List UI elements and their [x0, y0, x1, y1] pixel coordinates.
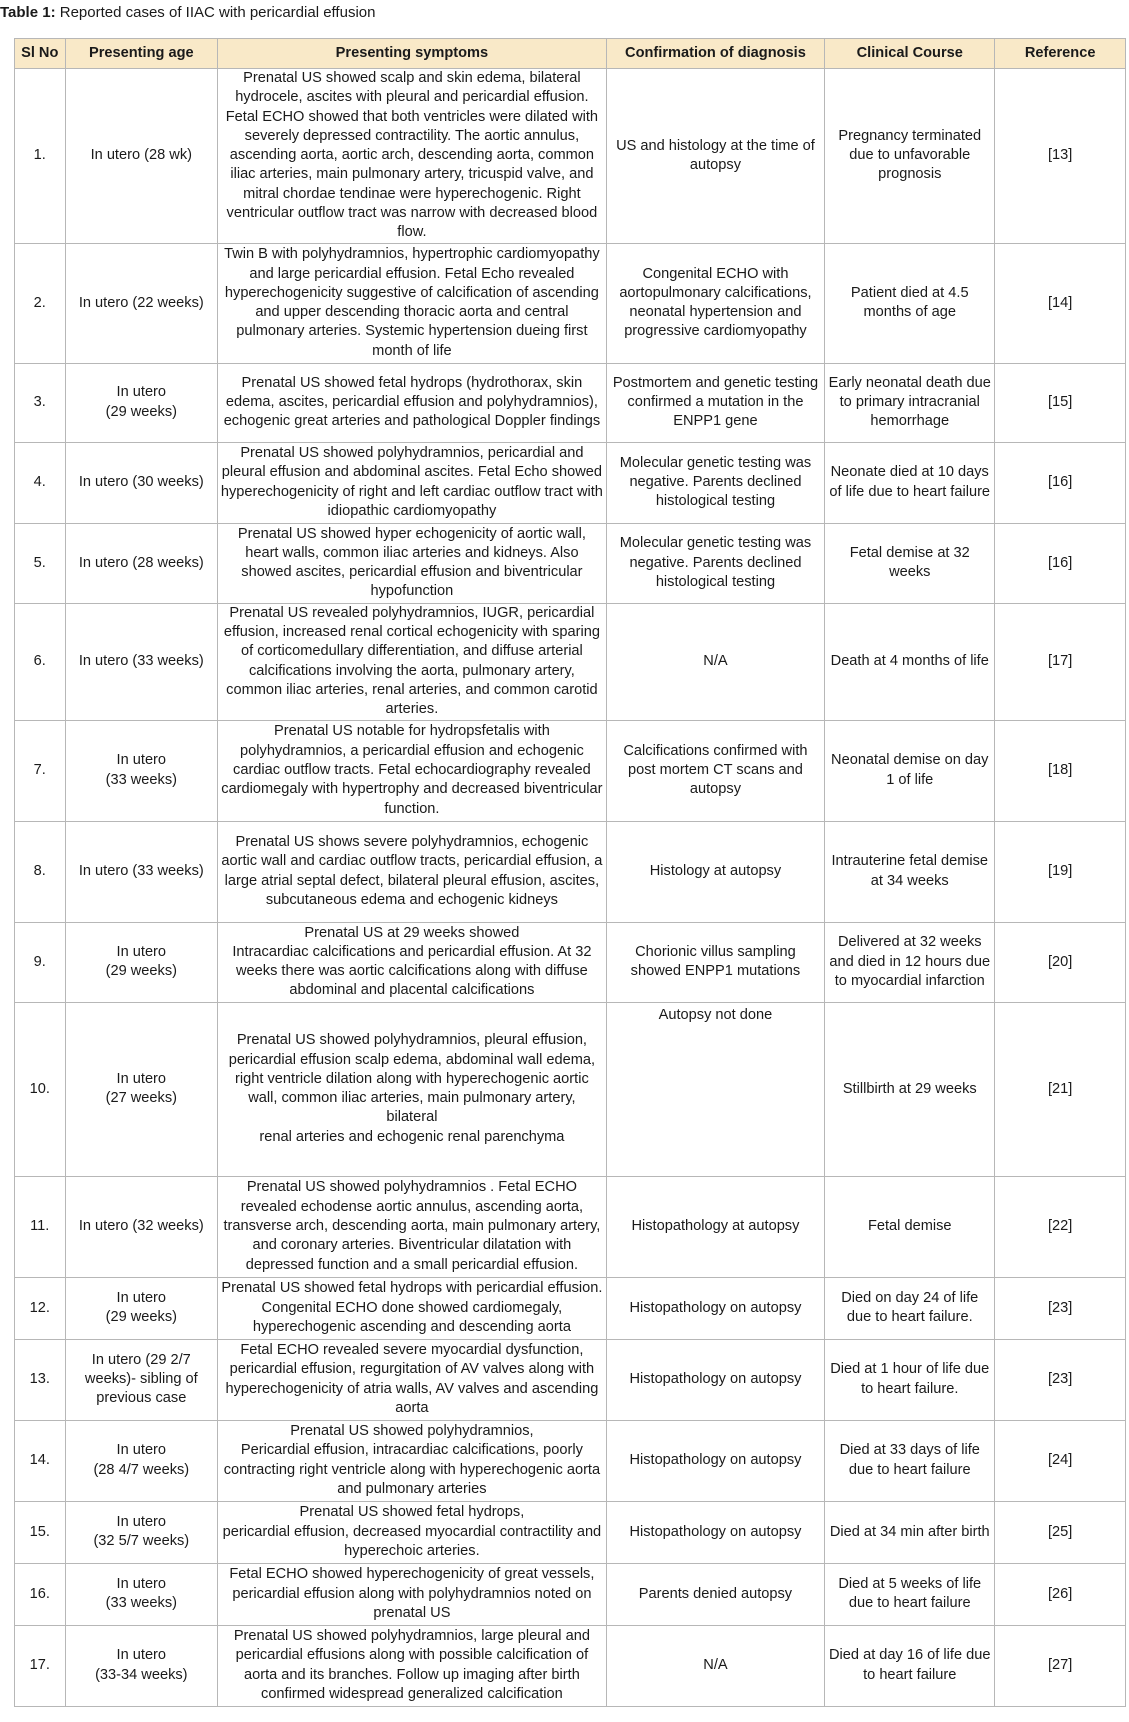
- table-row: [15, 1563, 1126, 1625]
- table-row: [15, 1002, 1126, 1176]
- cell-sl-no: 17.: [15, 1625, 66, 1706]
- cell-sl-no: 4.: [15, 442, 66, 523]
- cell-presenting-symptoms: Prenatal US revealed polyhydramnios, IUGR, pericardial effusion, increased renal cortical echogenicity with sparing of corticomedullary differentiation, and diffuse arterial calcifications involving the aorta, pulmonary artery, common iliac arteries, renal arteries, and common carotid arteries.: [218, 603, 607, 720]
- cell-sl-no: 7.: [15, 720, 66, 821]
- table-row: [15, 243, 1126, 363]
- table-row: [15, 720, 1126, 821]
- cell-confirmation-of-diagnosis: Histopathology on autopsy: [606, 1339, 824, 1420]
- table-row: [15, 1420, 1126, 1501]
- cell-confirmation-of-diagnosis: Histopathology on autopsy: [606, 1501, 824, 1563]
- cell-sl-no: 11.: [15, 1176, 66, 1277]
- cell-clinical-course: Died at 1 hour of life due to heart failure.: [825, 1339, 995, 1420]
- cell-reference: [18]: [995, 720, 1126, 821]
- header-clinical-course: Clinical Course: [825, 39, 995, 69]
- caption-text: Reported cases of IIAC with pericardial effusion: [55, 4, 376, 21]
- cell-presenting-age: In utero (27 weeks): [65, 1002, 218, 1176]
- cell-confirmation-of-diagnosis: Calcifications confirmed with post mortem CT scans and autopsy: [606, 720, 824, 821]
- cell-reference: [16]: [995, 523, 1126, 603]
- cell-clinical-course: Died at 34 min after birth: [825, 1501, 995, 1563]
- cell-sl-no: 12.: [15, 1277, 66, 1339]
- cell-presenting-symptoms: Prenatal US showed polyhydramnios, pleural effusion, pericardial effusion scalp edema, abdominal wall edema, right ventricle dilation along with hyperechogenic aortic wall, common iliac arteries, main pulmonary artery, bilateral renal arteries and echogenic renal parenchyma: [218, 1002, 607, 1176]
- cell-presenting-age: In utero (33 weeks): [65, 720, 218, 821]
- cell-sl-no: 13.: [15, 1339, 66, 1420]
- cell-sl-no: 2.: [15, 243, 66, 363]
- cell-sl-no: 8.: [15, 821, 66, 922]
- cell-confirmation-of-diagnosis: N/A: [606, 1625, 824, 1706]
- cell-clinical-course: Neonatal demise on day 1 of life: [825, 720, 995, 821]
- cell-sl-no: 14.: [15, 1420, 66, 1501]
- table-row: [15, 1501, 1126, 1563]
- cell-presenting-symptoms: Prenatal US showed hyper echogenicity of aortic wall, heart walls, common iliac arteries and kidneys. Also showed ascites, pericardial effusion and biventricular hypofunction: [218, 523, 607, 603]
- cell-clinical-course: Pregnancy terminated due to unfavorable prognosis: [825, 69, 995, 244]
- cases-table: [14, 38, 1126, 1707]
- cell-clinical-course: Early neonatal death due to primary intracranial hemorrhage: [825, 363, 995, 442]
- cell-clinical-course: Died at 5 weeks of life due to heart failure: [825, 1563, 995, 1625]
- cell-presenting-age: In utero (28 4/7 weeks): [65, 1420, 218, 1501]
- cell-clinical-course: Fetal demise: [825, 1176, 995, 1277]
- cell-presenting-symptoms: Prenatal US showed scalp and skin edema, bilateral hydrocele, ascites with pleural and pericardial effusion. Fetal ECHO showed that both ventricles were dilated with severely depressed contractility. The aortic annulus, ascending aorta, aortic arch, descending aorta, common iliac arteries, main pulmonary artery, tricuspid valve, and mitral chordae tendinae were hyperechogenic. Right ventricular outflow tract was narrow with decreased blood flow.: [218, 69, 607, 244]
- cell-presenting-age: In utero (28 weeks): [65, 523, 218, 603]
- cell-sl-no: 1.: [15, 69, 66, 244]
- cell-clinical-course: Intrauterine fetal demise at 34 weeks: [825, 821, 995, 922]
- table-row: [15, 922, 1126, 1002]
- table-row: [15, 821, 1126, 922]
- cell-reference: [23]: [995, 1277, 1126, 1339]
- cell-confirmation-of-diagnosis: Molecular genetic testing was negative. Parents declined histological testing: [606, 523, 824, 603]
- table-row: [15, 1277, 1126, 1339]
- cell-presenting-symptoms: Fetal ECHO showed hyperechogenicity of great vessels, pericardial effusion along with polyhydramnios noted on prenatal US: [218, 1563, 607, 1625]
- cell-clinical-course: Neonate died at 10 days of life due to heart failure: [825, 442, 995, 523]
- cell-reference: [23]: [995, 1339, 1126, 1420]
- cell-presenting-age: In utero (32 5/7 weeks): [65, 1501, 218, 1563]
- cell-presenting-symptoms: Prenatal US showed polyhydramnios, pericardial and pleural effusion and abdominal ascites. Fetal Echo showed hyperechogenicity of right and left cardiac outflow tract with idiopathic cardiomyopathy: [218, 442, 607, 523]
- cell-presenting-age: In utero (29 weeks): [65, 922, 218, 1002]
- cell-presenting-symptoms: Prenatal US showed polyhydramnios . Fetal ECHO revealed echodense aortic annulus, ascending aorta, transverse arch, descending aorta, main pulmonary artery, and coronary arteries. Biventricular dilatation with depressed function and a small pericardial effusion.: [218, 1176, 607, 1277]
- caption-label: Table 1:: [0, 4, 56, 21]
- cell-reference: [25]: [995, 1501, 1126, 1563]
- cell-sl-no: 3.: [15, 363, 66, 442]
- cell-clinical-course: Death at 4 months of life: [825, 603, 995, 720]
- cell-confirmation-of-diagnosis: Autopsy not done: [606, 1002, 824, 1176]
- cell-sl-no: 10.: [15, 1002, 66, 1176]
- cell-confirmation-of-diagnosis: Chorionic villus sampling showed ENPP1 mutations: [606, 922, 824, 1002]
- cell-presenting-age: In utero (30 weeks): [65, 442, 218, 523]
- cell-sl-no: 16.: [15, 1563, 66, 1625]
- cell-reference: [16]: [995, 442, 1126, 523]
- cell-clinical-course: Died at 33 days of life due to heart failure: [825, 1420, 995, 1501]
- cell-presenting-symptoms: Prenatal US notable for hydropsfetalis with polyhydramnios, a pericardial effusion and echogenic cardiac outflow tracts. Fetal echocardiography revealed cardiomegaly with hypertrophy and decreased biventricular function.: [218, 720, 607, 821]
- header-confirmation-of-diagnosis: Confirmation of diagnosis: [606, 39, 824, 69]
- cell-reference: [17]: [995, 603, 1126, 720]
- header-presenting-symptoms: Presenting symptoms: [218, 39, 607, 69]
- cell-reference: [14]: [995, 243, 1126, 363]
- cell-presenting-symptoms: Prenatal US at 29 weeks showed Intracardiac calcifications and pericardial effusion. At 32 weeks there was aortic calcifications along with diffuse abdominal and placental calcifications: [218, 922, 607, 1002]
- cell-presenting-age: In utero (29 2/7 weeks)- sibling of previous case: [65, 1339, 218, 1420]
- header-reference: Reference: [995, 39, 1126, 69]
- cell-presenting-age: In utero (28 wk): [65, 69, 218, 244]
- cell-confirmation-of-diagnosis: N/A: [606, 603, 824, 720]
- cell-sl-no: 6.: [15, 603, 66, 720]
- table-row: [15, 1625, 1126, 1706]
- cell-clinical-course: Patient died at 4.5 months of age: [825, 243, 995, 363]
- table-row: [15, 69, 1126, 244]
- cell-reference: [27]: [995, 1625, 1126, 1706]
- cell-clinical-course: Died on day 24 of life due to heart failure.: [825, 1277, 995, 1339]
- cell-presenting-age: In utero (33 weeks): [65, 821, 218, 922]
- header-sl-no: Sl No: [15, 39, 66, 69]
- cell-confirmation-of-diagnosis: Histopathology on autopsy: [606, 1420, 824, 1501]
- cell-reference: [19]: [995, 821, 1126, 922]
- cell-reference: [22]: [995, 1176, 1126, 1277]
- cell-confirmation-of-diagnosis: Histology at autopsy: [606, 821, 824, 922]
- cell-sl-no: 15.: [15, 1501, 66, 1563]
- cell-reference: [26]: [995, 1563, 1126, 1625]
- table-row: [15, 1339, 1126, 1420]
- cell-presenting-symptoms: Twin B with polyhydramnios, hypertrophic cardiomyopathy and large pericardial effusion. Fetal Echo revealed hyperechogenicity suggestive of calcification of ascending and upper descending thoracic aorta and central pulmonary arteries. Systemic hypertension dueing first month of life: [218, 243, 607, 363]
- cell-presenting-symptoms: Prenatal US showed polyhydramnios, Pericardial effusion, intracardiac calcifications, poorly contracting right ventricle along with hyperechogenic aorta and pulmonary arteries: [218, 1420, 607, 1501]
- header-presenting-age: Presenting age: [65, 39, 218, 69]
- cell-confirmation-of-diagnosis: US and histology at the time of autopsy: [606, 69, 824, 244]
- cell-clinical-course: Stillbirth at 29 weeks: [825, 1002, 995, 1176]
- cell-clinical-course: Died at day 16 of life due to heart failure: [825, 1625, 995, 1706]
- cell-sl-no: 9.: [15, 922, 66, 1002]
- cell-presenting-age: In utero (22 weeks): [65, 243, 218, 363]
- cell-presenting-age: In utero (33 weeks): [65, 1563, 218, 1625]
- table-row: [15, 442, 1126, 523]
- cell-presenting-age: In utero (33 weeks): [65, 603, 218, 720]
- cell-reference: [13]: [995, 69, 1126, 244]
- cell-reference: [21]: [995, 1002, 1126, 1176]
- cell-reference: [24]: [995, 1420, 1126, 1501]
- cell-presenting-symptoms: Prenatal US showed polyhydramnios, large pleural and pericardial effusions along with possible calcification of aorta and its branches. Follow up imaging after birth confirmed widespread generalized calcification: [218, 1625, 607, 1706]
- cell-confirmation-of-diagnosis: Histopathology at autopsy: [606, 1176, 824, 1277]
- cell-presenting-symptoms: Fetal ECHO revealed severe myocardial dysfunction, pericardial effusion, regurgitation of AV valves along with hyperechogenicity of atria walls, AV valves and ascending aorta: [218, 1339, 607, 1420]
- cell-presenting-age: In utero (29 weeks): [65, 1277, 218, 1339]
- cell-presenting-age: In utero (29 weeks): [65, 363, 218, 442]
- cell-confirmation-of-diagnosis: Parents denied autopsy: [606, 1563, 824, 1625]
- cell-presenting-symptoms: Prenatal US shows severe polyhydramnios, echogenic aortic wall and cardiac outflow tracts, pericardial effusion, a large atrial septal defect, bilateral pleural effusion, ascites, subcutaneous edema and echogenic kidneys: [218, 821, 607, 922]
- cell-reference: [20]: [995, 922, 1126, 1002]
- cell-presenting-age: In utero (32 weeks): [65, 1176, 218, 1277]
- table-row: [15, 523, 1126, 603]
- cell-presenting-symptoms: Prenatal US showed fetal hydrops (hydrothorax, skin edema, ascites, pericardial effusion and polyhydramnios), echogenic great arteries and pathological Doppler findings: [218, 363, 607, 442]
- cell-confirmation-of-diagnosis: Congenital ECHO with aortopulmonary calcifications, neonatal hypertension and progressive cardiomyopathy: [606, 243, 824, 363]
- table-row: [15, 363, 1126, 442]
- cell-presenting-symptoms: Prenatal US showed fetal hydrops with pericardial effusion. Congenital ECHO done showed cardiomegaly, hyperechogenic ascending and descending aorta: [218, 1277, 607, 1339]
- table-caption: [0, 4, 375, 21]
- cell-sl-no: 5.: [15, 523, 66, 603]
- table-row: [15, 1176, 1126, 1277]
- cell-confirmation-of-diagnosis: Postmortem and genetic testing confirmed a mutation in the ENPP1 gene: [606, 363, 824, 442]
- cell-presenting-age: In utero (33-34 weeks): [65, 1625, 218, 1706]
- cell-confirmation-of-diagnosis: Molecular genetic testing was negative. Parents declined histological testing: [606, 442, 824, 523]
- header-row: [15, 39, 1126, 69]
- cell-reference: [15]: [995, 363, 1126, 442]
- cell-presenting-symptoms: Prenatal US showed fetal hydrops, pericardial effusion, decreased myocardial contractility and hyperechoic arteries.: [218, 1501, 607, 1563]
- cell-clinical-course: Fetal demise at 32 weeks: [825, 523, 995, 603]
- cell-confirmation-of-diagnosis: Histopathology on autopsy: [606, 1277, 824, 1339]
- cell-clinical-course: Delivered at 32 weeks and died in 12 hours due to myocardial infarction: [825, 922, 995, 1002]
- table-row: [15, 603, 1126, 720]
